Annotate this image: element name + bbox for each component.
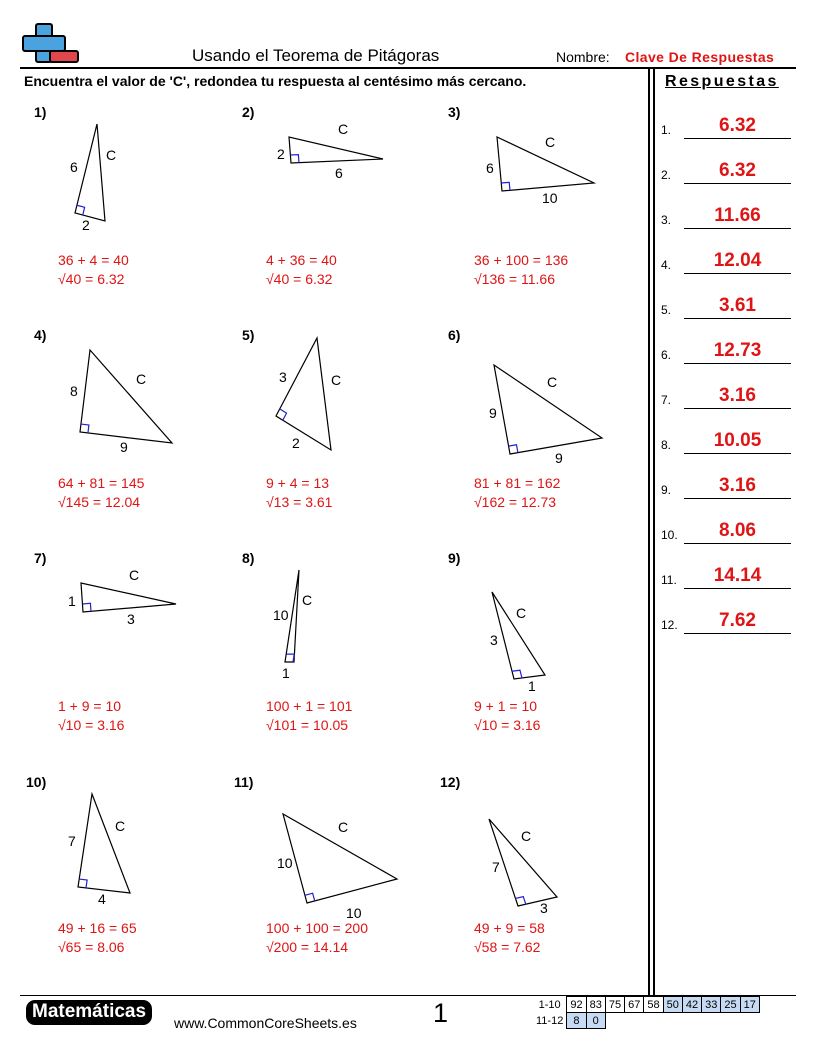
score-cell: 92	[567, 997, 586, 1013]
answer-number: 5.	[661, 303, 672, 317]
leg-a-label: 3	[279, 369, 287, 385]
leg-b-label: 1	[528, 678, 536, 694]
answer-number: 11.	[661, 573, 677, 587]
score-cell: 33	[702, 997, 721, 1013]
work-root: √58 = 7.62	[474, 939, 541, 955]
leg-b-label: 4	[98, 891, 106, 907]
leg-a-label: 2	[277, 146, 285, 162]
leg-a-label: 6	[70, 159, 78, 175]
work-sum: 100 + 1 = 101	[266, 698, 353, 714]
answer-value: 12.73	[713, 340, 762, 361]
instructions: Encuentra el valor de 'C', redondea tu respuesta al centésimo más cercano.	[24, 73, 527, 89]
work-sum: 1 + 9 = 10	[58, 698, 122, 714]
problem-number: 11)	[234, 774, 254, 790]
page-number: 1	[433, 998, 449, 1028]
score-row	[533, 997, 759, 1013]
score-cell: 25	[721, 997, 740, 1013]
work-root: √10 = 3.16	[58, 717, 125, 733]
hypotenuse-label: C	[338, 819, 349, 835]
hypotenuse-label: C	[545, 134, 556, 150]
answer-number: 3.	[661, 213, 672, 227]
problem-number: 1)	[34, 104, 47, 120]
leg-a-label: 9	[489, 405, 497, 421]
score-cell: 58	[644, 997, 663, 1013]
score-cell: 42	[682, 997, 701, 1013]
name-value: Clave De Respuestas	[625, 49, 775, 65]
work-root: √13 = 3.61	[266, 494, 333, 510]
problem-number: 9)	[448, 550, 461, 566]
work-root: √40 = 6.32	[266, 271, 333, 287]
leg-a-label: 8	[70, 383, 78, 399]
answer-value: 3.16	[719, 475, 756, 496]
answer-number: 9.	[661, 483, 672, 497]
work-root: √10 = 3.16	[474, 717, 541, 733]
score-cell: 75	[605, 997, 624, 1013]
leg-a-label: 6	[486, 160, 494, 176]
page-title: Usando el Teorema de Pitágoras	[192, 46, 440, 65]
leg-a-label: 3	[490, 632, 498, 648]
score-cell: 8	[567, 1013, 586, 1029]
answer-number: 12.	[661, 618, 678, 632]
score-table	[533, 996, 760, 1029]
answer-number: 2.	[661, 168, 672, 182]
problem-number: 12)	[440, 774, 461, 790]
answer-value: 12.04	[713, 250, 762, 271]
score-cell: 17	[740, 997, 759, 1013]
hypotenuse-label: C	[115, 818, 126, 834]
leg-a-label: 10	[277, 855, 293, 871]
work-sum: 49 + 9 = 58	[474, 920, 545, 936]
answer-number: 10.	[661, 528, 678, 542]
work-sum: 81 + 81 = 162	[474, 475, 561, 491]
leg-a-label: 7	[68, 833, 76, 849]
hypotenuse-label: C	[106, 147, 117, 163]
leg-b-label: 9	[120, 439, 128, 455]
answer-value: 11.66	[714, 205, 761, 226]
work-root: √65 = 8.06	[58, 939, 125, 955]
leg-b-label: 2	[292, 435, 300, 451]
problem-number: 3)	[448, 104, 461, 120]
work-root: √145 = 12.04	[58, 494, 141, 510]
work-sum: 9 + 4 = 13	[266, 475, 330, 491]
problem-number: 5)	[242, 327, 255, 343]
answer-value: 3.61	[719, 295, 756, 316]
work-sum: 49 + 16 = 65	[58, 920, 137, 936]
score-row-label: 11-12	[536, 1014, 564, 1027]
score-cell: 67	[625, 997, 644, 1013]
problem-number: 7)	[34, 550, 47, 566]
score-cell: 83	[586, 997, 605, 1013]
leg-b-label: 10	[346, 905, 362, 921]
work-sum: 100 + 100 = 200	[266, 920, 368, 936]
score-row-label: 1-10	[538, 998, 561, 1011]
name-label: Nombre:	[556, 49, 610, 65]
problem-number: 4)	[34, 327, 47, 343]
work-root: √200 = 14.14	[266, 939, 349, 955]
hypotenuse-label: C	[547, 374, 558, 390]
answer-value: 6.32	[719, 115, 756, 136]
score-cell: 50	[663, 997, 682, 1013]
answer-number: 7.	[661, 393, 672, 407]
leg-a-label: 1	[68, 593, 76, 609]
work-sum: 9 + 1 = 10	[474, 698, 538, 714]
hypotenuse-label: C	[302, 592, 313, 608]
leg-a-label: 7	[492, 859, 500, 875]
brand-badge: Matemáticas	[26, 1000, 152, 1025]
leg-a-label: 10	[273, 607, 289, 623]
work-sum: 36 + 100 = 136	[474, 252, 569, 268]
hypotenuse-label: C	[331, 372, 342, 388]
problem-number: 6)	[448, 327, 461, 343]
answer-value: 14.14	[713, 565, 762, 586]
leg-b-label: 3	[540, 900, 548, 916]
leg-b-label: 2	[82, 217, 90, 233]
leg-b-label: 6	[335, 165, 343, 181]
work-root: √136 = 11.66	[474, 271, 555, 287]
answers-heading: Respuestas	[665, 73, 779, 90]
leg-b-label: 10	[542, 190, 558, 206]
answer-value: 7.62	[719, 610, 756, 631]
answer-number: 4.	[661, 258, 672, 272]
answer-value: 10.05	[713, 430, 762, 451]
hypotenuse-label: C	[129, 567, 140, 583]
work-root: √101 = 10.05	[266, 717, 349, 733]
work-root: √40 = 6.32	[58, 271, 125, 287]
answer-number: 6.	[661, 348, 672, 362]
hypotenuse-label: C	[136, 371, 147, 387]
leg-b-label: 3	[127, 611, 135, 627]
work-sum: 36 + 4 = 40	[58, 252, 129, 268]
answer-value: 6.32	[719, 160, 756, 181]
work-root: √162 = 12.73	[474, 494, 557, 510]
hypotenuse-label: C	[521, 828, 532, 844]
hypotenuse-label: C	[338, 121, 349, 137]
problem-number: 2)	[242, 104, 255, 120]
answer-number: 8.	[661, 438, 672, 452]
problem-number: 8)	[242, 550, 255, 566]
answer-value: 3.16	[719, 385, 756, 406]
answer-value: 8.06	[719, 520, 756, 541]
problem-number: 10)	[26, 774, 47, 790]
score-row	[533, 1013, 759, 1029]
work-sum: 64 + 81 = 145	[58, 475, 145, 491]
answer-number: 1.	[661, 123, 672, 137]
score-cell: 0	[586, 1013, 605, 1029]
work-sum: 4 + 36 = 40	[266, 252, 337, 268]
leg-b-label: 1	[282, 665, 290, 681]
leg-b-label: 9	[555, 450, 563, 466]
site-url: www.CommonCoreSheets.es	[174, 1015, 357, 1031]
hypotenuse-label: C	[516, 605, 527, 621]
